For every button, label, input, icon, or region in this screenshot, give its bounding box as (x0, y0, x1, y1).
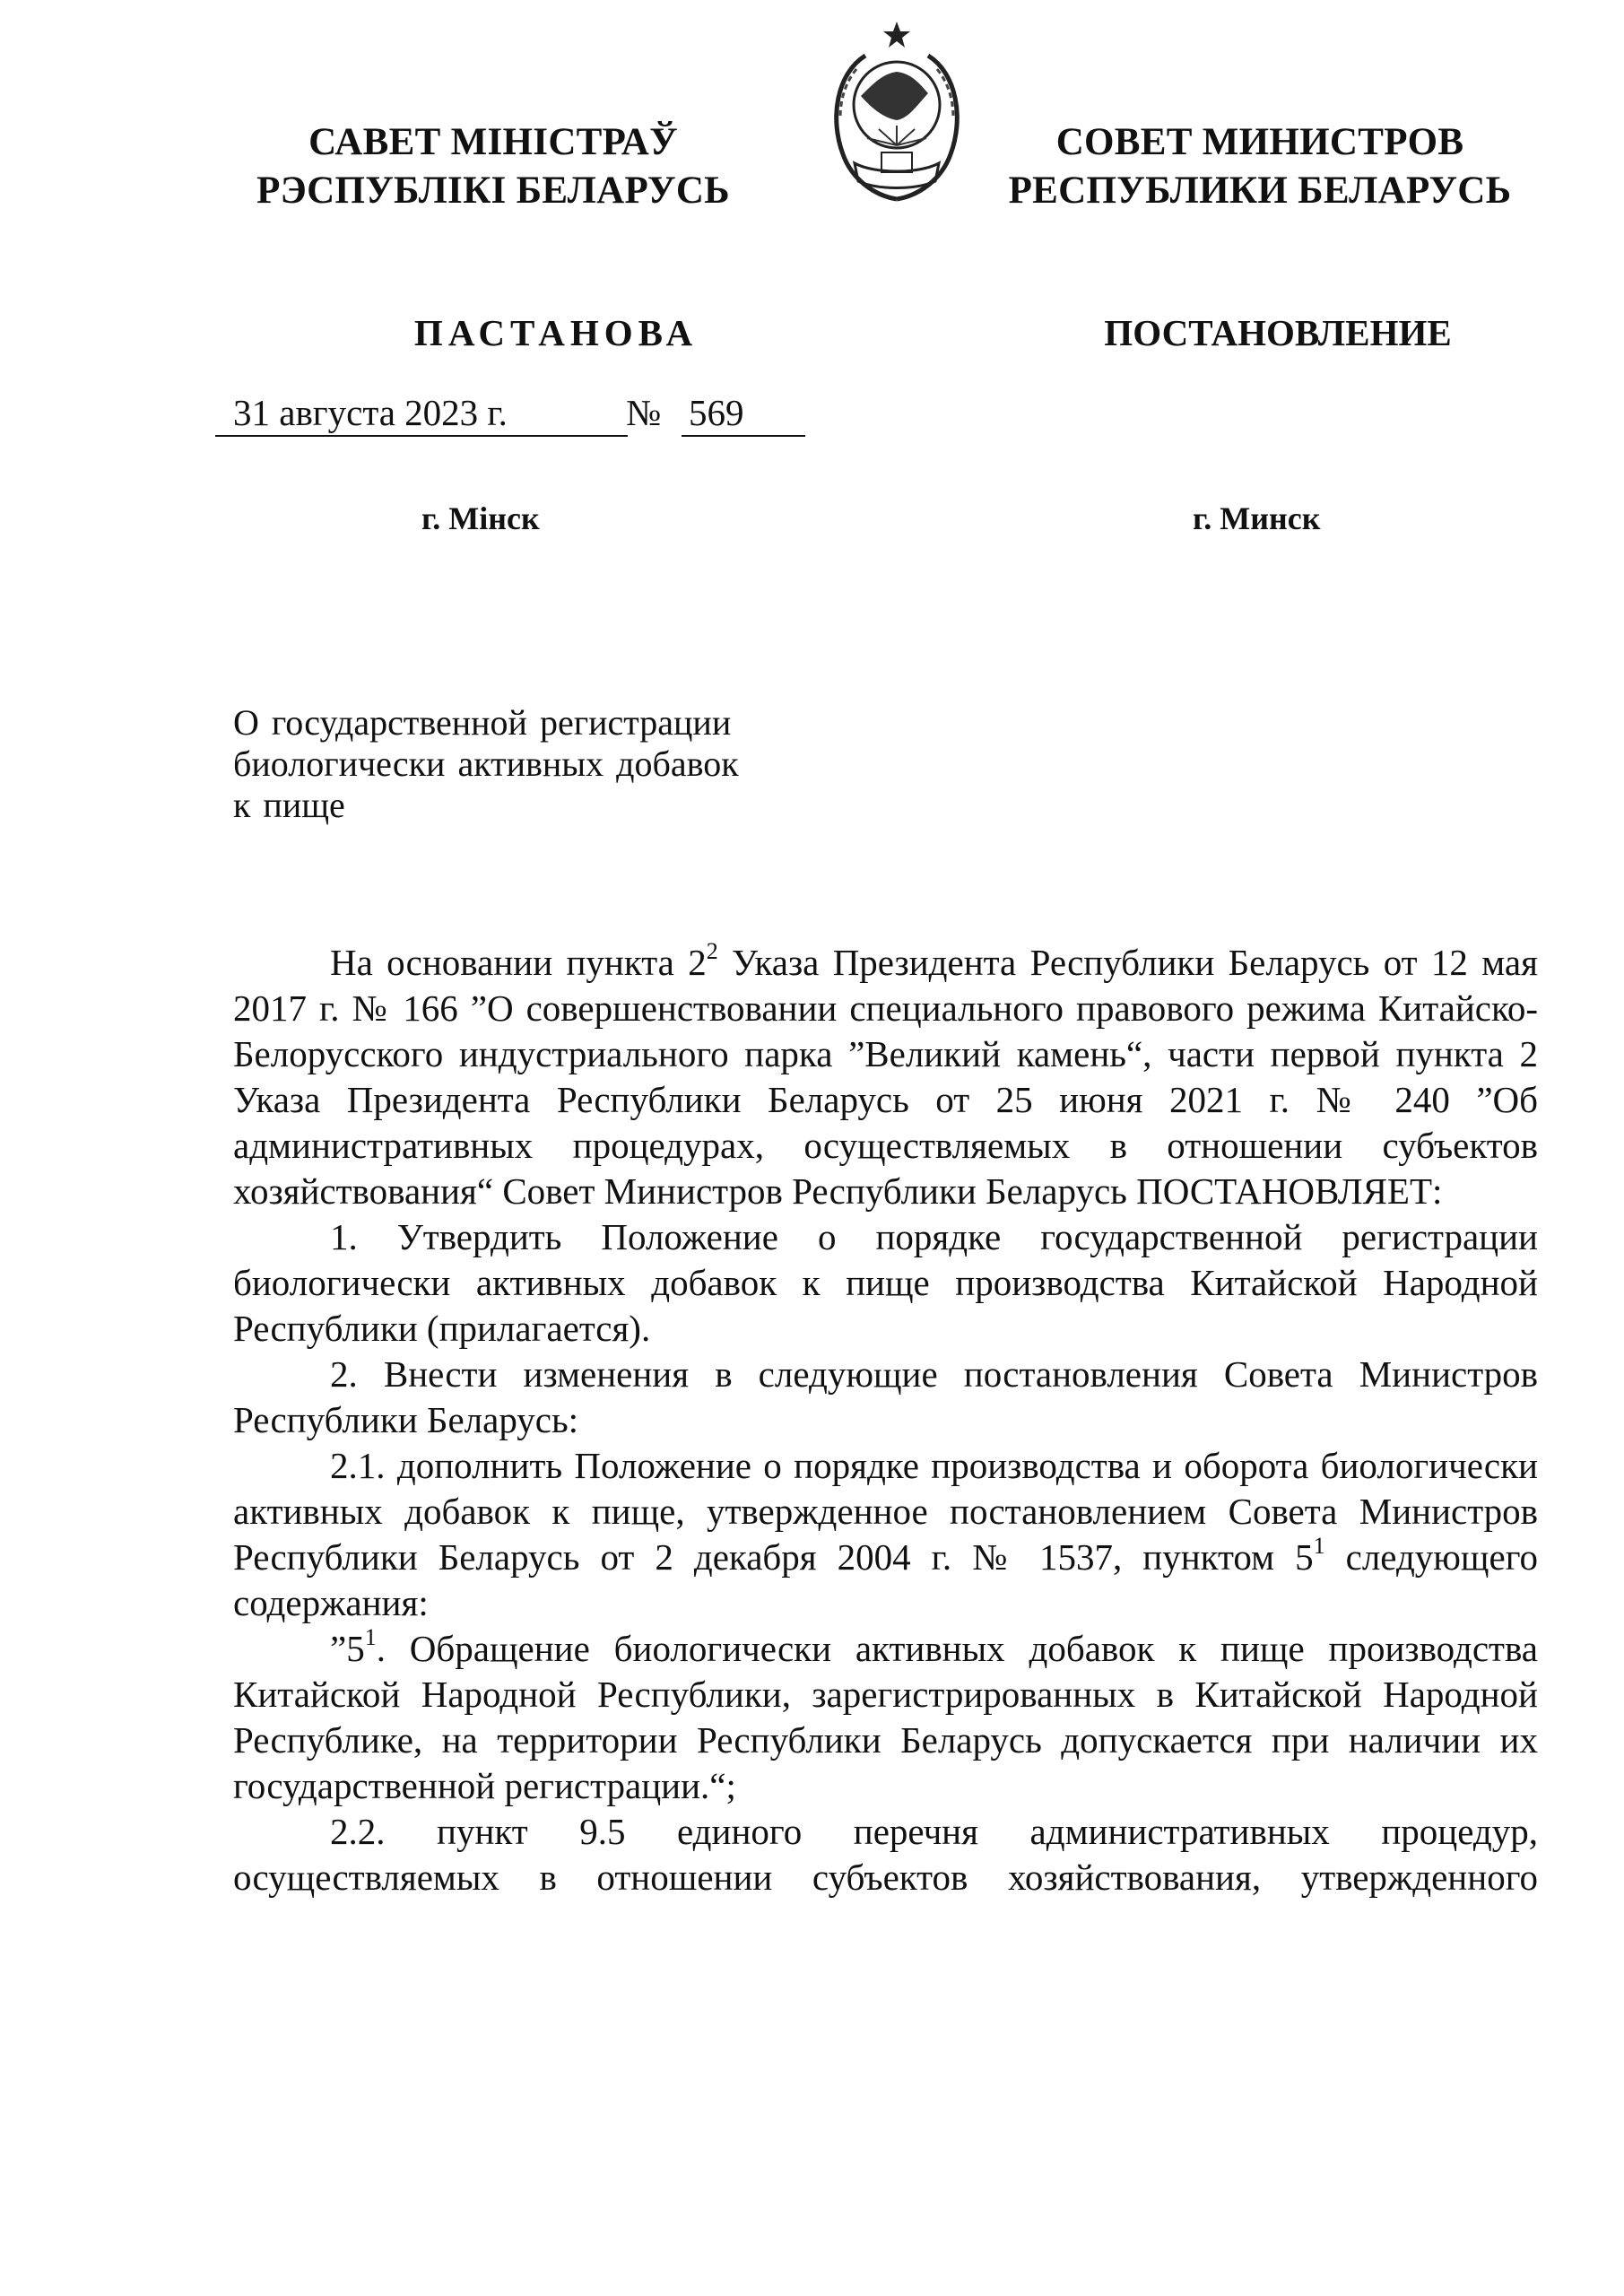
number-sign: № (626, 392, 662, 433)
date-number-line (215, 391, 807, 441)
subject-line2: биологически активных добавок (233, 744, 739, 784)
item-2-1-superscript: 1 (1313, 1533, 1325, 1559)
paragraph-item-1: 1. Утвердить Положение о порядке государственной регистрации биологически активных добавок к пище производства Китайской Народной Республики (прилагается). (233, 1216, 1538, 1349)
document-body (233, 940, 1538, 1900)
item-2-1-text-a: 2.1. дополнить Положение о порядке производства и оборота биологически активных добавок к пище, утвержденное постановлением Совета Министров Республики Беларусь от 2 декабря 2004 г. № 1537, пунктом 5 (233, 1445, 1538, 1578)
document-number: 569 (689, 392, 744, 433)
paragraph-preamble (233, 940, 1538, 1214)
document-subject (233, 702, 825, 826)
preamble-text-b: Указа Президента Республики Беларусь от 12 мая 2017 г. № 166 ”О совершенствовании специального правового режима Китайско-Белорусского индустриального парка ”Великий камень“, части первой пункта 2 Указа Президента Республики Беларусь от 25 июня 2021 г. № 240 ”Об административных процедурах, осуществляемых в отношении субъектов хозяйствования“ Совет Министров Республики Беларусь ПОСТАНОВЛЯЕТ: (233, 942, 1538, 1212)
city-belarusian: г. Мінск (421, 500, 540, 536)
authority-name-belarusian (251, 118, 735, 215)
authority-name-belarusian-line2: РЭСПУБЛІКІ БЕЛАРУСЬ (256, 170, 730, 212)
number-underline (682, 435, 805, 437)
preamble-superscript: 2 (706, 938, 718, 964)
document-type-russian: ПОСТАНОВЛЕНИЕ (1104, 312, 1452, 353)
authority-name-belarusian-line1: САВЕТ МІНІСТРАЎ (308, 121, 678, 163)
authority-name-russian (986, 118, 1533, 215)
authority-name-russian-line1: СОВЕТ МИНИСТРОВ (1055, 121, 1464, 163)
subject-line3: к пище (233, 785, 345, 825)
document-date: 31 августа 2023 г. (233, 392, 508, 433)
paragraph-item-2: 2. Внести изменения в следующие постановления Совета Министров Республики Беларусь: (233, 1353, 1538, 1440)
city-russian: г. Минск (1193, 500, 1321, 536)
date-underline (215, 435, 628, 437)
preamble-text-a: На основании пункта 2 (330, 942, 707, 983)
item-2-1-text-b: следующего содержания: (233, 1536, 1538, 1623)
quoted-item-superscript: 1 (364, 1624, 377, 1650)
state-emblem-icon (803, 20, 991, 208)
subject-line1: О государственной регистрации (233, 702, 732, 743)
paragraph-quoted-item-5-1 (233, 1626, 1538, 1809)
document-type-belarusian: ПАСТАНОВА (413, 312, 699, 353)
paragraph-item-2-2: 2.2. пункт 9.5 единого перечня административных процедур, осуществляемых в отношении субъектов хозяйствования, утвержденного (233, 1811, 1538, 1898)
authority-name-russian-line2: РЕСПУБЛИКИ БЕЛАРУСЬ (1008, 170, 1512, 212)
quoted-item-text-b: . Обращение биологически активных добавок к пище производства Китайской Народной Республики, зарегистрированных в Китайской Народной Республике, на территории Республики Беларусь допускается при наличии их государственной регистрации.“; (233, 1628, 1538, 1806)
paragraph-item-2-1 (233, 1443, 1538, 1626)
quoted-item-text-a: ”5 (330, 1628, 365, 1669)
